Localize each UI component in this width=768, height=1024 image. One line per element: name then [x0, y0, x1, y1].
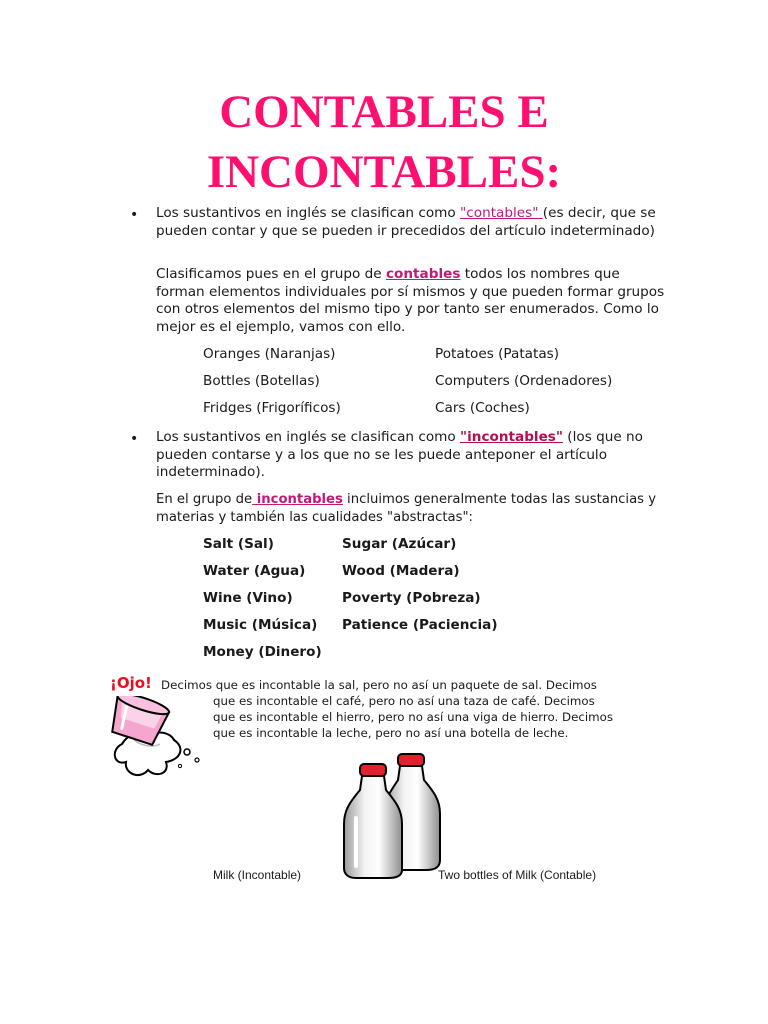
milk-bottles-icon	[338, 748, 448, 880]
uncountable-intro-after: (los que no pueden contarse y a los que no se les puede anteponer el artículo indeterminado).	[156, 429, 643, 481]
example-fridges: Fridges (Frigoríficos)	[203, 400, 341, 416]
example-poverty: Poverty (Pobreza)	[342, 590, 481, 606]
caption-two-bottles: Two bottles of Milk (Contable)	[438, 868, 597, 882]
uncountable-intro-before: Los sustantivos en inglés se clasifican como	[156, 429, 461, 445]
countable-intro-after: (es decir, que se pueden contar y que se pueden ir precedidos del artículo indeterminado)	[156, 205, 656, 239]
page-title	[0, 82, 768, 202]
uncountable-para-after: incluimos generalmente todas las sustancias y materias y también las cualidades "abstractas":	[156, 492, 657, 525]
contables-inline-link[interactable]: contables	[385, 266, 461, 282]
countable-paragraph	[156, 266, 666, 336]
uncountable-intro	[156, 429, 666, 482]
countable-intro	[156, 205, 666, 240]
countable-intro-before: Los sustantivos en inglés se clasifican como	[156, 205, 461, 221]
example-sugar: Sugar (Azúcar)	[342, 536, 457, 552]
uncountable-para-before: En el grupo de	[156, 492, 253, 507]
ojo-line-2: que es incontable el café, pero no así una taza de café. Decimos	[213, 694, 595, 708]
incontables-link[interactable]: "incontables"	[460, 429, 563, 445]
title-line-2: INCONTABLES:	[206, 146, 562, 198]
example-wine: Wine (Vino)	[203, 590, 293, 606]
ojo-label: ¡Ojo!	[110, 674, 152, 692]
example-wood: Wood (Madera)	[342, 563, 460, 579]
caption-milk: Milk (Incontable)	[213, 868, 302, 882]
title-line-1: CONTABLES E	[219, 86, 549, 138]
uncountable-paragraph	[156, 491, 666, 526]
bullet-1: •	[130, 207, 139, 223]
ojo-line-1: Decimos que es incontable la sal, pero no así un paquete de sal. Decimos	[161, 678, 597, 692]
example-oranges: Oranges (Naranjas)	[203, 346, 336, 362]
example-computers: Computers (Ordenadores)	[435, 373, 613, 389]
ojo-line-3: que es incontable el hierro, pero no así una viga de hierro. Decimos	[213, 710, 613, 724]
spilled-milk-glass-icon	[100, 696, 205, 782]
bullet-2: •	[130, 431, 139, 447]
example-bottles: Bottles (Botellas)	[203, 373, 320, 389]
example-money: Money (Dinero)	[203, 644, 322, 660]
example-potatoes: Potatoes (Patatas)	[435, 346, 560, 362]
example-water: Water (Agua)	[203, 563, 306, 579]
countable-para-before: Clasificamos pues en el grupo de	[156, 266, 386, 282]
example-patience: Patience (Paciencia)	[342, 617, 498, 633]
incontables-inline-link[interactable]: incontables	[252, 492, 343, 507]
contables-link[interactable]: "contables"	[460, 205, 543, 221]
countable-para-after: todos los nombres que forman elementos individuales por sí mismos y que pueden formar grupos con otros elementos del mismo tipo y por tanto ser enumerados. Como lo mejor es el ejemplo, vamos con ello.	[156, 266, 665, 335]
ojo-line-4: que es incontable la leche, pero no así una botella de leche.	[213, 726, 569, 740]
example-cars: Cars (Coches)	[435, 400, 530, 416]
example-salt: Salt (Sal)	[203, 536, 274, 552]
example-music: Music (Música)	[203, 617, 318, 633]
